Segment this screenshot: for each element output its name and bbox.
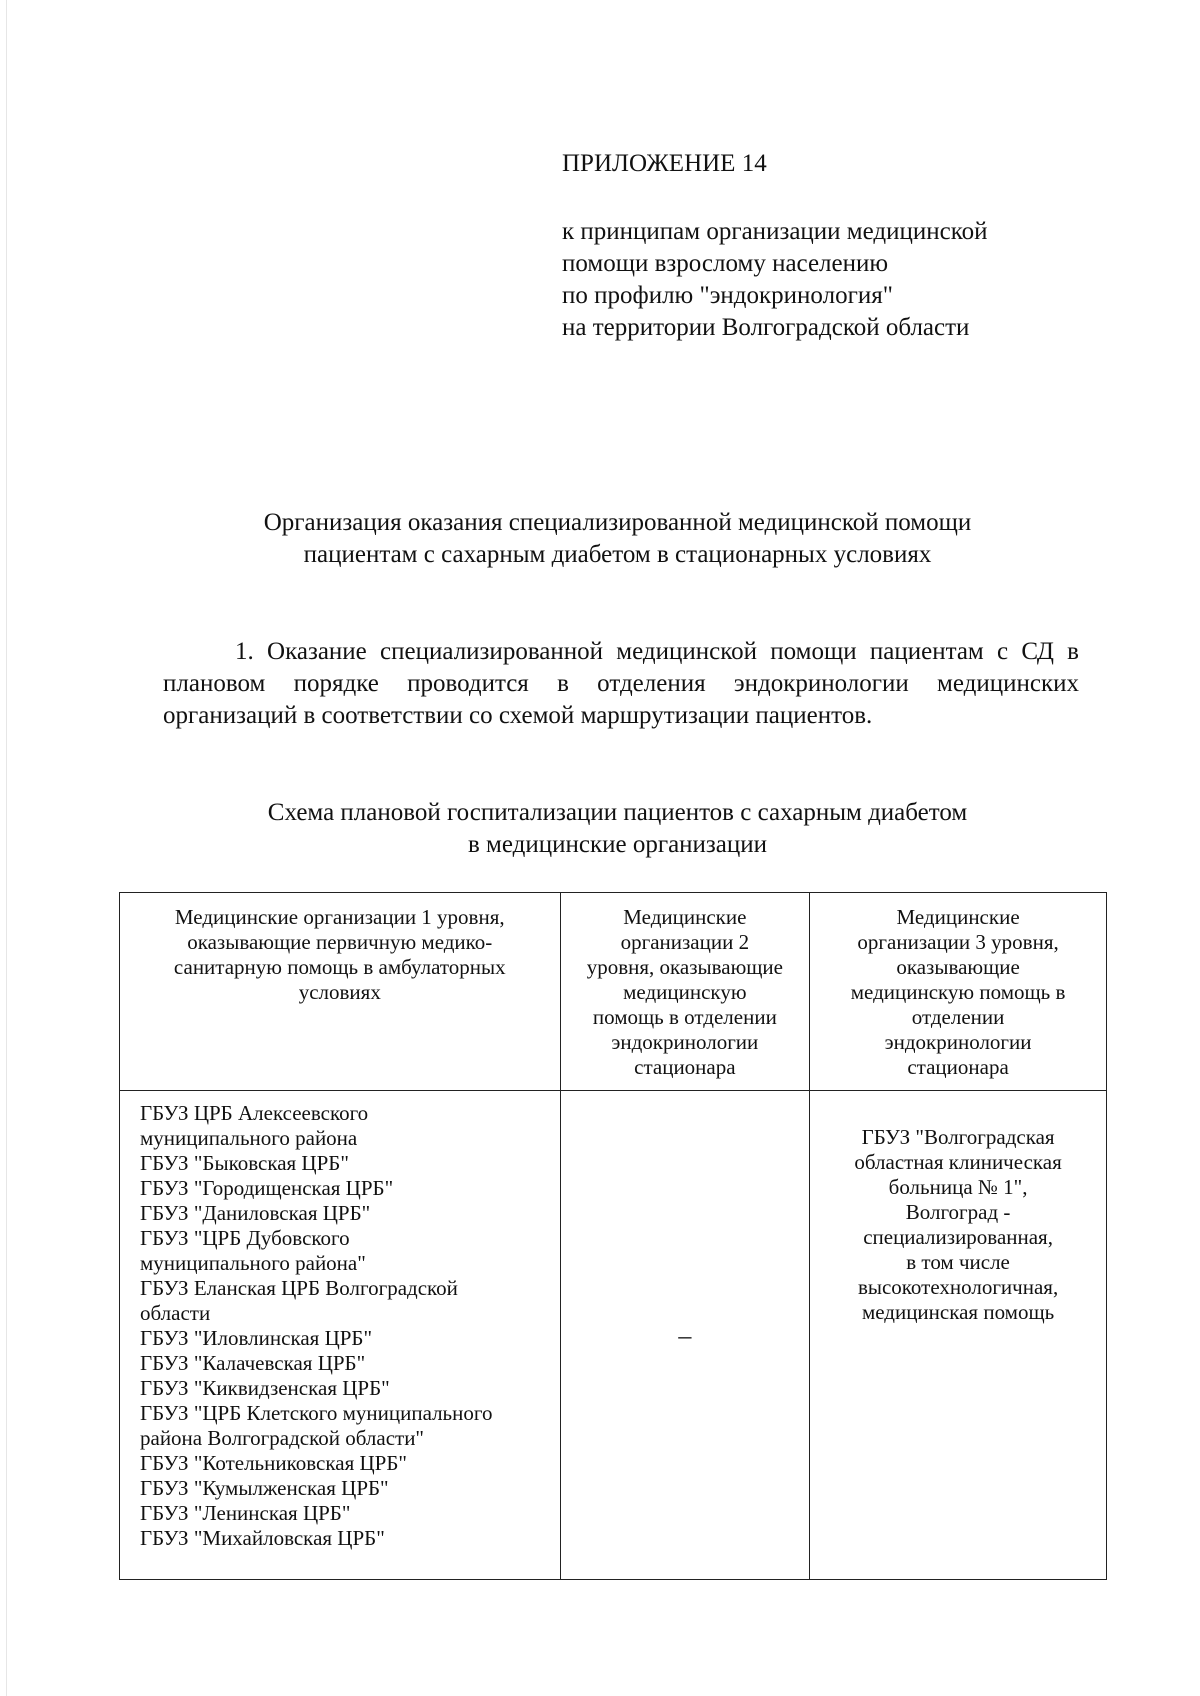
appendix-subtitle [562,216,987,344]
table-header-row [120,893,1107,1091]
org-line: ГБУЗ "Кумылженская ЦРБ" [140,1476,389,1500]
org-line: ГБУЗ "ЦРБ Клетского муниципального [140,1401,493,1425]
level-3-line: ГБУЗ "Волгоградская [861,1125,1055,1149]
header-line: уровня, оказывающие [586,955,783,979]
header-line: эндокринологии [884,1030,1032,1054]
header-line: санитарную помощь в амбулаторных [173,955,506,979]
level-2-dash: – [678,1320,692,1350]
level-2-cell [560,1091,810,1580]
appendix-subtitle-line: по профилю "эндокринология" [562,282,893,309]
header-level-2 [560,893,810,1091]
org-line: ГБУЗ "Михайловская ЦРБ" [140,1526,385,1550]
level-3-line: специализированная, [863,1225,1053,1249]
appendix-subtitle-line: на территории Волгоградской области [562,314,970,341]
header-line: оказывающие [896,955,1020,979]
header-line: условиях [298,980,381,1004]
scheme-title-line: Схема плановой госпитализации пациентов с сахарным диабетом [267,799,968,826]
header-level-1 [120,893,561,1091]
appendix-title: ПРИЛОЖЕНИЕ 14 [562,150,767,177]
appendix-subtitle-line: к принципам организации медицинской [562,218,988,245]
header-level-3 [810,893,1107,1091]
org-line: ГБУЗ "Быковская ЦРБ" [140,1151,349,1175]
header-line: стационара [634,1055,736,1079]
section-title [150,507,1085,571]
header-line: Медицинские [896,905,1020,929]
org-line: района Волгоградской области" [140,1426,425,1450]
header-line: медицинскую [623,980,747,1004]
paragraph-1: 1. Оказание специализированной медицинской помощи пациентам с СД в плановом порядке проводится в отделения эндокринологии медицинских организаций в соответствии со схемой маршрутизации пациентов. [163,638,1079,729]
section-title-line: пациентам с сахарным диабетом в стационарных условиях [303,541,932,568]
org-line: ГБУЗ "Ленинская ЦРБ" [140,1501,351,1525]
level-3-cell [810,1091,1107,1580]
header-line: оказывающие первичную медико- [187,930,493,954]
scan-edge-line [6,0,7,1696]
header-line: медицинскую помощь в [850,980,1066,1004]
level-1-organizations-cell [120,1091,561,1580]
header-line: отделении [911,1005,1005,1029]
table-row [120,1091,1107,1580]
header-line: организации 2 [620,930,750,954]
org-line: ГБУЗ "Городищенская ЦРБ" [140,1176,394,1200]
org-line: ГБУЗ "Котельниковская ЦРБ" [140,1451,407,1475]
org-line: области [140,1301,211,1325]
section-title-line: Организация оказания специализированной медицинской помощи [263,509,972,536]
level-3-line: больница № 1", [888,1175,1028,1199]
level-3-line: высокотехнологичная, [857,1275,1059,1299]
appendix-subtitle-line: помощи взрослому населению [562,250,889,277]
org-line: ГБУЗ Еланская ЦРБ Волгоградской [140,1276,458,1300]
scheme-title-line: в медицинские организации [467,831,768,858]
scheme-title [150,797,1085,861]
level-3-line: в том числе [906,1250,1010,1274]
level-3-line: Волгоград - [905,1200,1011,1224]
header-line: эндокринологии [611,1030,759,1054]
routing-scheme-table [119,892,1107,1580]
header-line: Медицинские [623,905,747,929]
header-line: помощь в отделении [592,1005,777,1029]
org-line: муниципального района [140,1126,358,1150]
org-line: ГБУЗ "Иловлинская ЦРБ" [140,1326,373,1350]
header-line: Медицинские организации 1 уровня, [174,905,505,929]
org-line: ГБУЗ ЦРБ Алексеевского [140,1101,369,1125]
header-line: организации 3 уровня, [857,930,1059,954]
header-line: стационара [907,1055,1009,1079]
org-line: ГБУЗ "ЦРБ Дубовского [140,1226,350,1250]
level-3-line: областная клиническая [854,1150,1062,1174]
org-line: ГБУЗ "Калачевская ЦРБ" [140,1351,366,1375]
org-line: муниципального района" [140,1251,366,1275]
org-line: ГБУЗ "Киквидзенская ЦРБ" [140,1376,390,1400]
level-3-line: медицинская помощь [861,1300,1055,1324]
org-line: ГБУЗ "Даниловская ЦРБ" [140,1201,371,1225]
